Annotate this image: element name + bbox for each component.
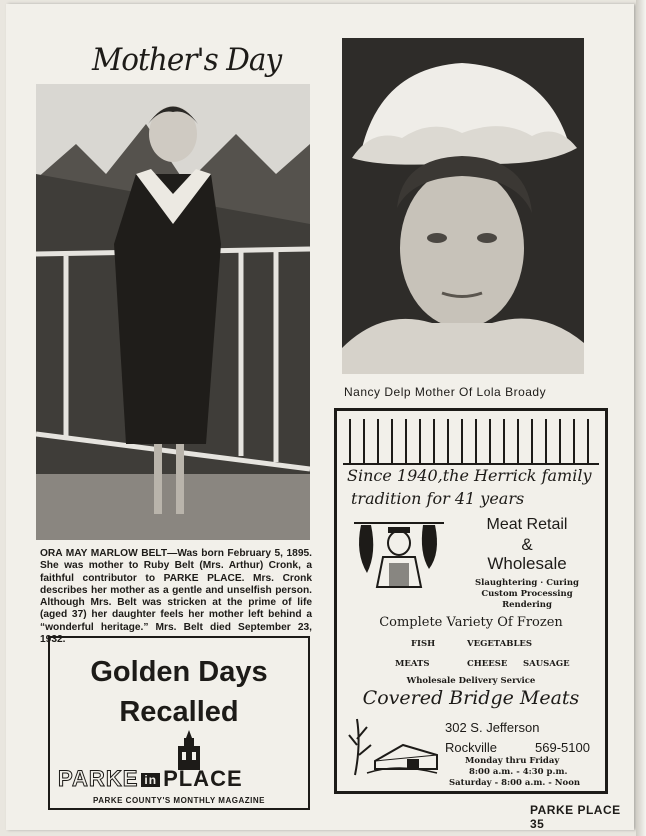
ad-hours-1: Monday thru Friday (465, 756, 560, 766)
bio-ora-belt (40, 548, 312, 646)
ad-headline-1: Since 1940,the Herrick family (347, 466, 592, 485)
ad-business-name: Covered Bridge Meats (362, 687, 580, 709)
golden-days-line1: Golden Days (90, 656, 268, 688)
ad-services-1: Slaughtering · Curing (475, 578, 579, 588)
magazine-page (6, 4, 634, 830)
ad-item-fish: FISH (411, 639, 436, 649)
ad-item-meats: MEATS (395, 659, 430, 669)
golden-days-ad (48, 636, 310, 810)
ad-ampersand: & (521, 535, 533, 554)
brand-parke: PARKE (58, 766, 139, 791)
ad-item-sausage: SAUSAGE (523, 659, 570, 669)
page-spine (636, 0, 646, 836)
brand-in: in (141, 773, 160, 787)
butcher-icon (349, 513, 449, 599)
ad-item-vegetables: VEGETABLES (467, 639, 533, 649)
photo-ora-belt (36, 84, 310, 540)
ad-phone: 569-5100 (535, 740, 590, 755)
caption-nancy-delp: Nancy Delp Mother Of Lola Broady (344, 385, 547, 399)
ad-delivery: Wholesale Delivery Service (406, 676, 536, 686)
photo-nancy-delp-image (342, 38, 584, 374)
decorative-border (343, 419, 599, 465)
ad-meat-retail: Meat Retail (486, 516, 568, 533)
golden-days-line2: Recalled (119, 696, 239, 728)
ad-services-3: Rendering (502, 600, 552, 610)
covered-bridge-meats-ad (334, 408, 608, 794)
ad-item-cheese: CHEESE (467, 659, 508, 669)
page-title: Mother's Day (92, 42, 282, 78)
photo-nancy-delp (342, 38, 584, 374)
courthouse-icon (172, 730, 206, 770)
photo-ora-belt-image (36, 84, 310, 540)
ad-variety: Complete Variety Of Frozen (379, 615, 563, 630)
page-footer: PARKE PLACE 35 (530, 803, 621, 831)
ad-address: 302 S. Jefferson (445, 720, 540, 735)
covered-bridge-icon (347, 715, 441, 779)
bio-text: —Was born February 5, 1895. She was mother to Ruby Belt (Mrs. Arthur) Cronk, a faithful contributor to PARKE PLACE. Mrs. Cronk describes her mother as a gentle and unselfish person. Although Mrs. Belt was stricken at the prime of life (aged 37) her daughter feels her mother left behind a “wonderful heritage.” Mrs. Belt died September 23, 1932. (40, 548, 313, 646)
ad-city: Rockville (445, 740, 498, 755)
ad-services-2: Custom Processing (481, 589, 573, 599)
ad-hours-3: Saturday - 8:00 a.m. - Noon (449, 778, 581, 788)
ad-hours-2: 8:00 a.m. - 4:30 p.m. (469, 767, 568, 777)
ad-wholesale: Wholesale (487, 554, 567, 573)
parke-place-logo (58, 766, 243, 792)
brand-place: PLACE (163, 766, 243, 791)
ad-headline-2: tradition for 41 years (351, 489, 525, 508)
bio-name: ORA MAY MARLOW BELT (40, 548, 168, 559)
magazine-subtitle: PARKE COUNTY'S MONTHLY MAGAZINE (93, 796, 265, 805)
